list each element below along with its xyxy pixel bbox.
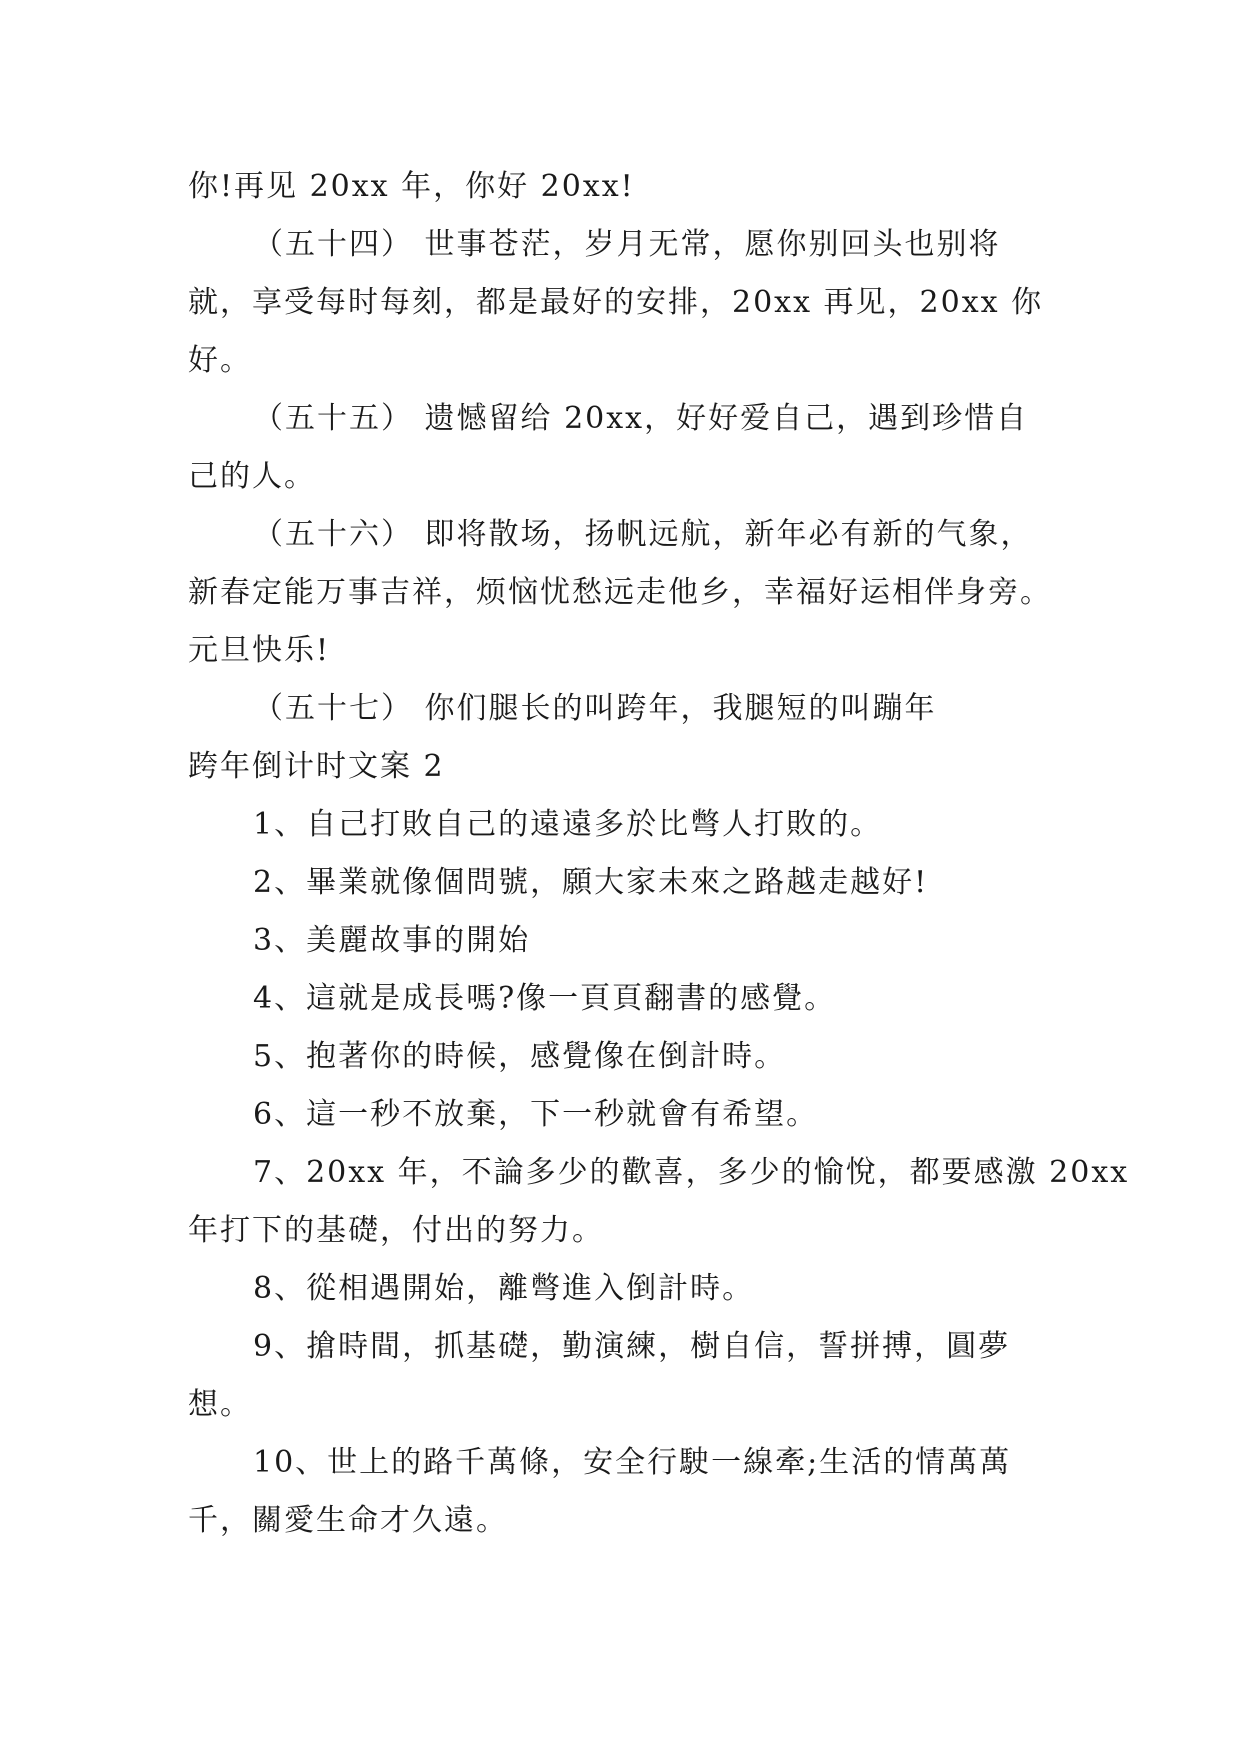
paragraph-54-line: （五十四） 世事苍茫，岁月无常，愿你别回头也别将	[253, 227, 1001, 262]
text-line: 年打下的基礎，付出的努力。	[188, 1213, 604, 1248]
text-line: 新春定能万事吉祥，烦恼忧愁远走他乡，幸福好运相伴身旁。	[188, 575, 1052, 610]
list-item-10: 10、世上的路千萬條，安全行駛一線牽;生活的情萬萬	[253, 1445, 1012, 1480]
list-item-4: 4、這就是成長嗎?像一頁頁翻書的感覺。	[253, 981, 837, 1016]
text-line: 想。	[188, 1387, 252, 1422]
text-line: 己的人。	[188, 459, 316, 494]
paragraph-56-line: （五十六） 即将散场，扬帆远航，新年必有新的气象，	[253, 517, 1033, 552]
text-line: 你!再见 20xx 年，你好 20xx!	[188, 169, 635, 204]
list-item-7: 7、20xx 年，不論多少的歡喜，多少的愉悅，都要感激 20xx	[253, 1155, 1130, 1190]
list-item-5: 5、抱著你的時候，感覺像在倒計時。	[253, 1039, 787, 1074]
list-item-2: 2、畢業就像個問號，願大家未來之路越走越好!	[253, 865, 929, 900]
text-line: 千，關愛生命才久遠。	[188, 1503, 508, 1538]
paragraph-57-line: （五十七） 你们腿长的叫跨年，我腿短的叫蹦年	[253, 691, 937, 726]
list-item-3: 3、美麗故事的開始	[253, 923, 531, 958]
section-heading: 跨年倒计时文案 2	[188, 749, 445, 784]
text-line: 就，享受每时每刻，都是最好的安排，20xx 再见，20xx 你	[188, 285, 1044, 320]
text-line: 元旦快乐!	[188, 633, 331, 668]
text-line: 好。	[188, 343, 252, 378]
list-item-1: 1、自己打敗自己的遠遠多於比彆人打敗的。	[253, 807, 883, 842]
list-item-6: 6、這一秒不放棄，下一秒就會有希望。	[253, 1097, 819, 1132]
list-item-9: 9、搶時間，抓基礎，勤演練，樹自信，誓拼搏，圓夢	[253, 1329, 1011, 1364]
paragraph-55-line: （五十五） 遗憾留给 20xx，好好爱自己，遇到珍惜自	[253, 401, 1029, 436]
document-body	[188, 158, 1130, 1550]
list-item-8: 8、從相遇開始，離彆進入倒計時。	[253, 1271, 755, 1306]
